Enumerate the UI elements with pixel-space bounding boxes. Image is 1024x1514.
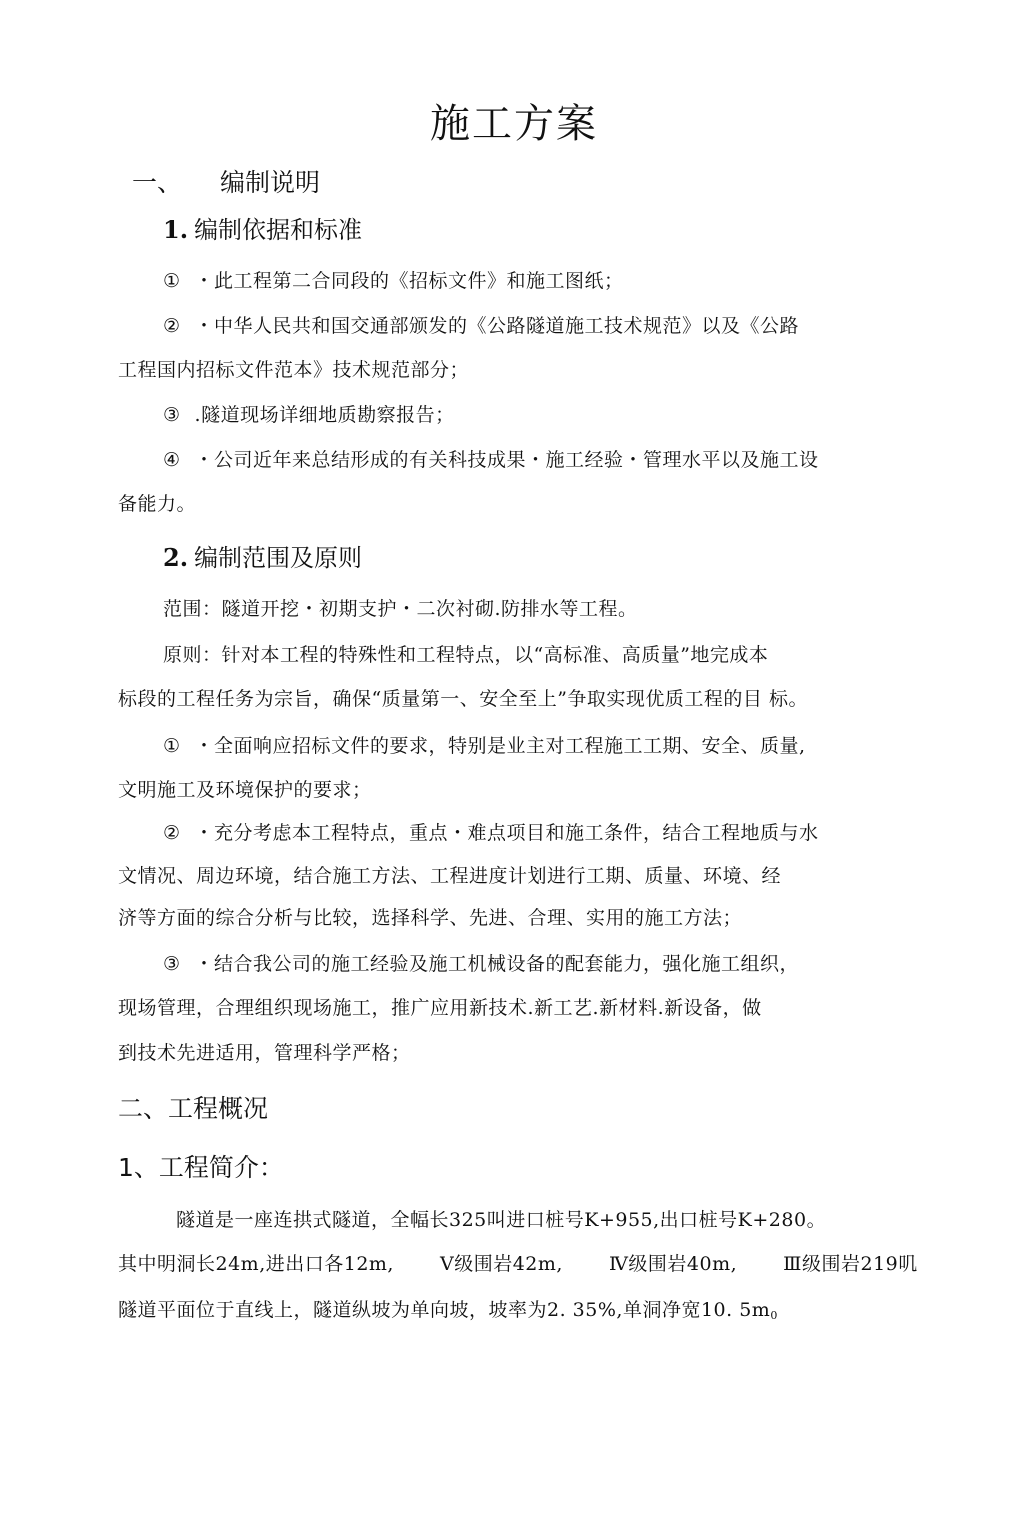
subsection-number: 1. <box>163 215 189 244</box>
item-text: .隧道现场详细地质勘察报告； <box>194 404 455 426</box>
item-text: ・中华人民共和国交通部颁发的《公路隧道施工技术规范》以及《公路 <box>194 315 800 337</box>
subsection-heading-1-1 <box>163 215 363 244</box>
section-heading-2: 二、工程概况 <box>118 1094 269 1123</box>
principle-continuation: 标段的工程任务为宗旨，确保“质量第一、安全至上”争取实现优质工程的目 标。 <box>118 688 808 710</box>
list-item <box>163 824 819 843</box>
section-heading-1 <box>132 170 320 195</box>
item-continuation: 文明施工及环境保护的要求； <box>118 779 372 801</box>
item-marker: ① <box>163 735 181 757</box>
overview-part: Ⅲ级围岩219叽 <box>783 1253 918 1275</box>
overview-line-2 <box>118 1255 918 1274</box>
item-continuation: 济等方面的综合分析与比较，选择科学、先进、合理、实用的施工方法； <box>118 907 743 929</box>
subsection-heading-1-2 <box>163 543 363 572</box>
list-item <box>163 317 799 336</box>
subsection-number: 2. <box>163 543 189 572</box>
item-continuation: 文情况、周边环境，结合施工方法、工程进度计划进行工期、质量、环境、经 <box>118 865 782 887</box>
item-marker: ② <box>163 822 181 844</box>
list-item <box>163 955 799 974</box>
subsection-title: 编制依据和标准 <box>194 216 363 244</box>
overview-part: 其中明洞长24m,进出口各12m, <box>118 1253 394 1275</box>
item-marker: ④ <box>163 449 181 471</box>
item-marker: ③ <box>163 404 181 426</box>
item-text: ・此工程第二合同段的《招标文件》和施工图纸； <box>194 270 624 292</box>
item-marker: ② <box>163 315 181 337</box>
item-continuation: 到技术先进适用，管理科学严格； <box>118 1042 411 1064</box>
item-continuation: 现场管理，合理组织现场施工，推广应用新技术.新工艺.新材料.新设备，做 <box>118 997 762 1019</box>
subsection-heading-2-1: 1、工程简介： <box>118 1153 284 1182</box>
list-item <box>163 451 819 470</box>
list-item <box>163 406 455 425</box>
subsection-title: 编制范围及原则 <box>194 544 363 572</box>
overview-line-3 <box>118 1301 778 1321</box>
item-continuation: 工程国内招标文件范本》技术规范部分； <box>118 359 470 381</box>
document-title: 施工方案 <box>430 101 598 147</box>
item-text: ・结合我公司的施工经验及施工机械设备的配套能力，强化施工组织， <box>194 953 800 975</box>
overview-line-1: 隧道是一座连拱式隧道，全幅长325叫进口桩号K+955,出口桩号K+280。 <box>176 1209 827 1231</box>
section-title: 编制说明 <box>220 168 321 197</box>
section-number: 一、 <box>132 168 183 197</box>
list-item <box>163 272 624 291</box>
overview-part: Ⅳ级围岩40m, <box>608 1253 738 1275</box>
item-marker: ① <box>163 270 181 292</box>
item-text: ・充分考虑本工程特点，重点・难点项目和施工条件，结合工程地质与水 <box>194 822 819 844</box>
overview-subscript: 0 <box>770 1309 778 1322</box>
list-item <box>163 737 806 756</box>
scope-paragraph: 范围：隧道开挖・初期支护・二次衬砌.防排水等工程。 <box>163 598 638 620</box>
item-continuation: 备能力。 <box>118 493 197 515</box>
principle-paragraph: 原则：针对本工程的特殊性和工程特点，以“高标准、高质量”地完成本 <box>163 644 769 666</box>
item-text: ・全面响应招标文件的要求，特别是业主对工程施工工期、安全、质量, <box>194 735 806 757</box>
item-marker: ③ <box>163 953 181 975</box>
overview-text: 隧道平面位于直线上，隧道纵坡为单向坡，坡率为2. 35%,单洞净宽10. 5m <box>118 1299 771 1321</box>
item-text: ・公司近年来总结形成的有关科技成果・施工经验・管理水平以及施工设 <box>194 449 819 471</box>
overview-part: V级围岩42m, <box>439 1253 563 1275</box>
